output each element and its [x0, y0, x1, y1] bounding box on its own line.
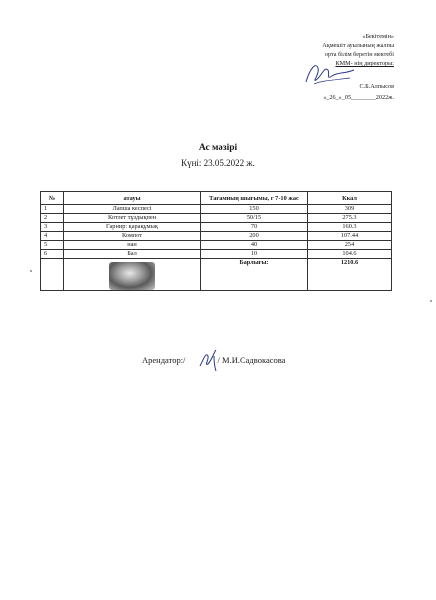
header-number: №: [41, 192, 64, 205]
table-row: [41, 214, 392, 223]
row-yield: 200: [201, 232, 308, 241]
row-dish: Бал: [64, 250, 201, 259]
row-number: 5: [41, 241, 64, 250]
table-row: [41, 205, 392, 214]
row-kcal: 309: [308, 205, 392, 214]
row-yield: 40: [201, 241, 308, 250]
total-value: 1210.6: [308, 259, 392, 291]
table-row: [41, 223, 392, 232]
header-name: атауы: [64, 192, 201, 205]
row-yield: 50/15: [201, 214, 308, 223]
tenant-signature: [196, 346, 224, 372]
table-total-row: [41, 259, 392, 291]
row-kcal: 107.44: [308, 232, 392, 241]
row-dish: Котлет тұздықпен: [64, 214, 201, 223]
row-number: 3: [41, 223, 64, 232]
table-header-row: [41, 192, 392, 205]
header-yield: Тағамның шығымы, г 7-10 жас: [201, 192, 308, 205]
row-yield: 70: [201, 223, 308, 232]
row-kcal: 254: [308, 241, 392, 250]
food-photo-cell: [64, 259, 201, 291]
approval-heading: «Бекітемін»: [362, 33, 394, 40]
tenant-label: Арендатор:/: [142, 355, 186, 365]
row-number: 2: [41, 214, 64, 223]
table-row: [41, 232, 392, 241]
scan-speck: [30, 270, 32, 272]
row-number: 1: [41, 205, 64, 214]
row-kcal: 275.3: [308, 214, 392, 223]
row-kcal: 160.3: [308, 223, 392, 232]
approval-school-line-2: орта білім беретін мектебі: [324, 51, 394, 58]
table-row: [41, 241, 392, 250]
director-signature: [300, 58, 360, 88]
total-empty-cell: [41, 259, 64, 291]
approval-school-line-1: Ақмешіт ауылының жалпы: [322, 42, 394, 49]
row-dish: Лапша кеспесі: [64, 205, 201, 214]
header-kcal: Ккал: [308, 192, 392, 205]
approval-director-name: С.Б.Алпысов: [359, 83, 394, 90]
row-kcal: 104.6: [308, 250, 392, 259]
row-dish: Гарнир: қарақұмық: [64, 223, 201, 232]
row-number: 6: [41, 250, 64, 259]
row-yield: 10: [201, 250, 308, 259]
row-dish: Компот: [64, 232, 201, 241]
table-row: [41, 250, 392, 259]
scan-speck: [430, 300, 432, 302]
document-title: Ас мәзірі: [198, 143, 238, 153]
food-photo: [109, 262, 155, 290]
approval-date: «_26_»_05________2022ж.: [323, 94, 394, 101]
menu-table: [40, 191, 392, 291]
row-yield: 150: [201, 205, 308, 214]
total-label: Барлығы:: [201, 259, 308, 291]
row-dish: нан: [64, 241, 201, 250]
document-date: Күні: 23.05.2022 ж.: [181, 158, 255, 168]
approval-director-title: КММ- нің директоры:: [335, 60, 394, 67]
row-number: 4: [41, 232, 64, 241]
tenant-name: / М.И.Садвокасова: [217, 355, 286, 365]
